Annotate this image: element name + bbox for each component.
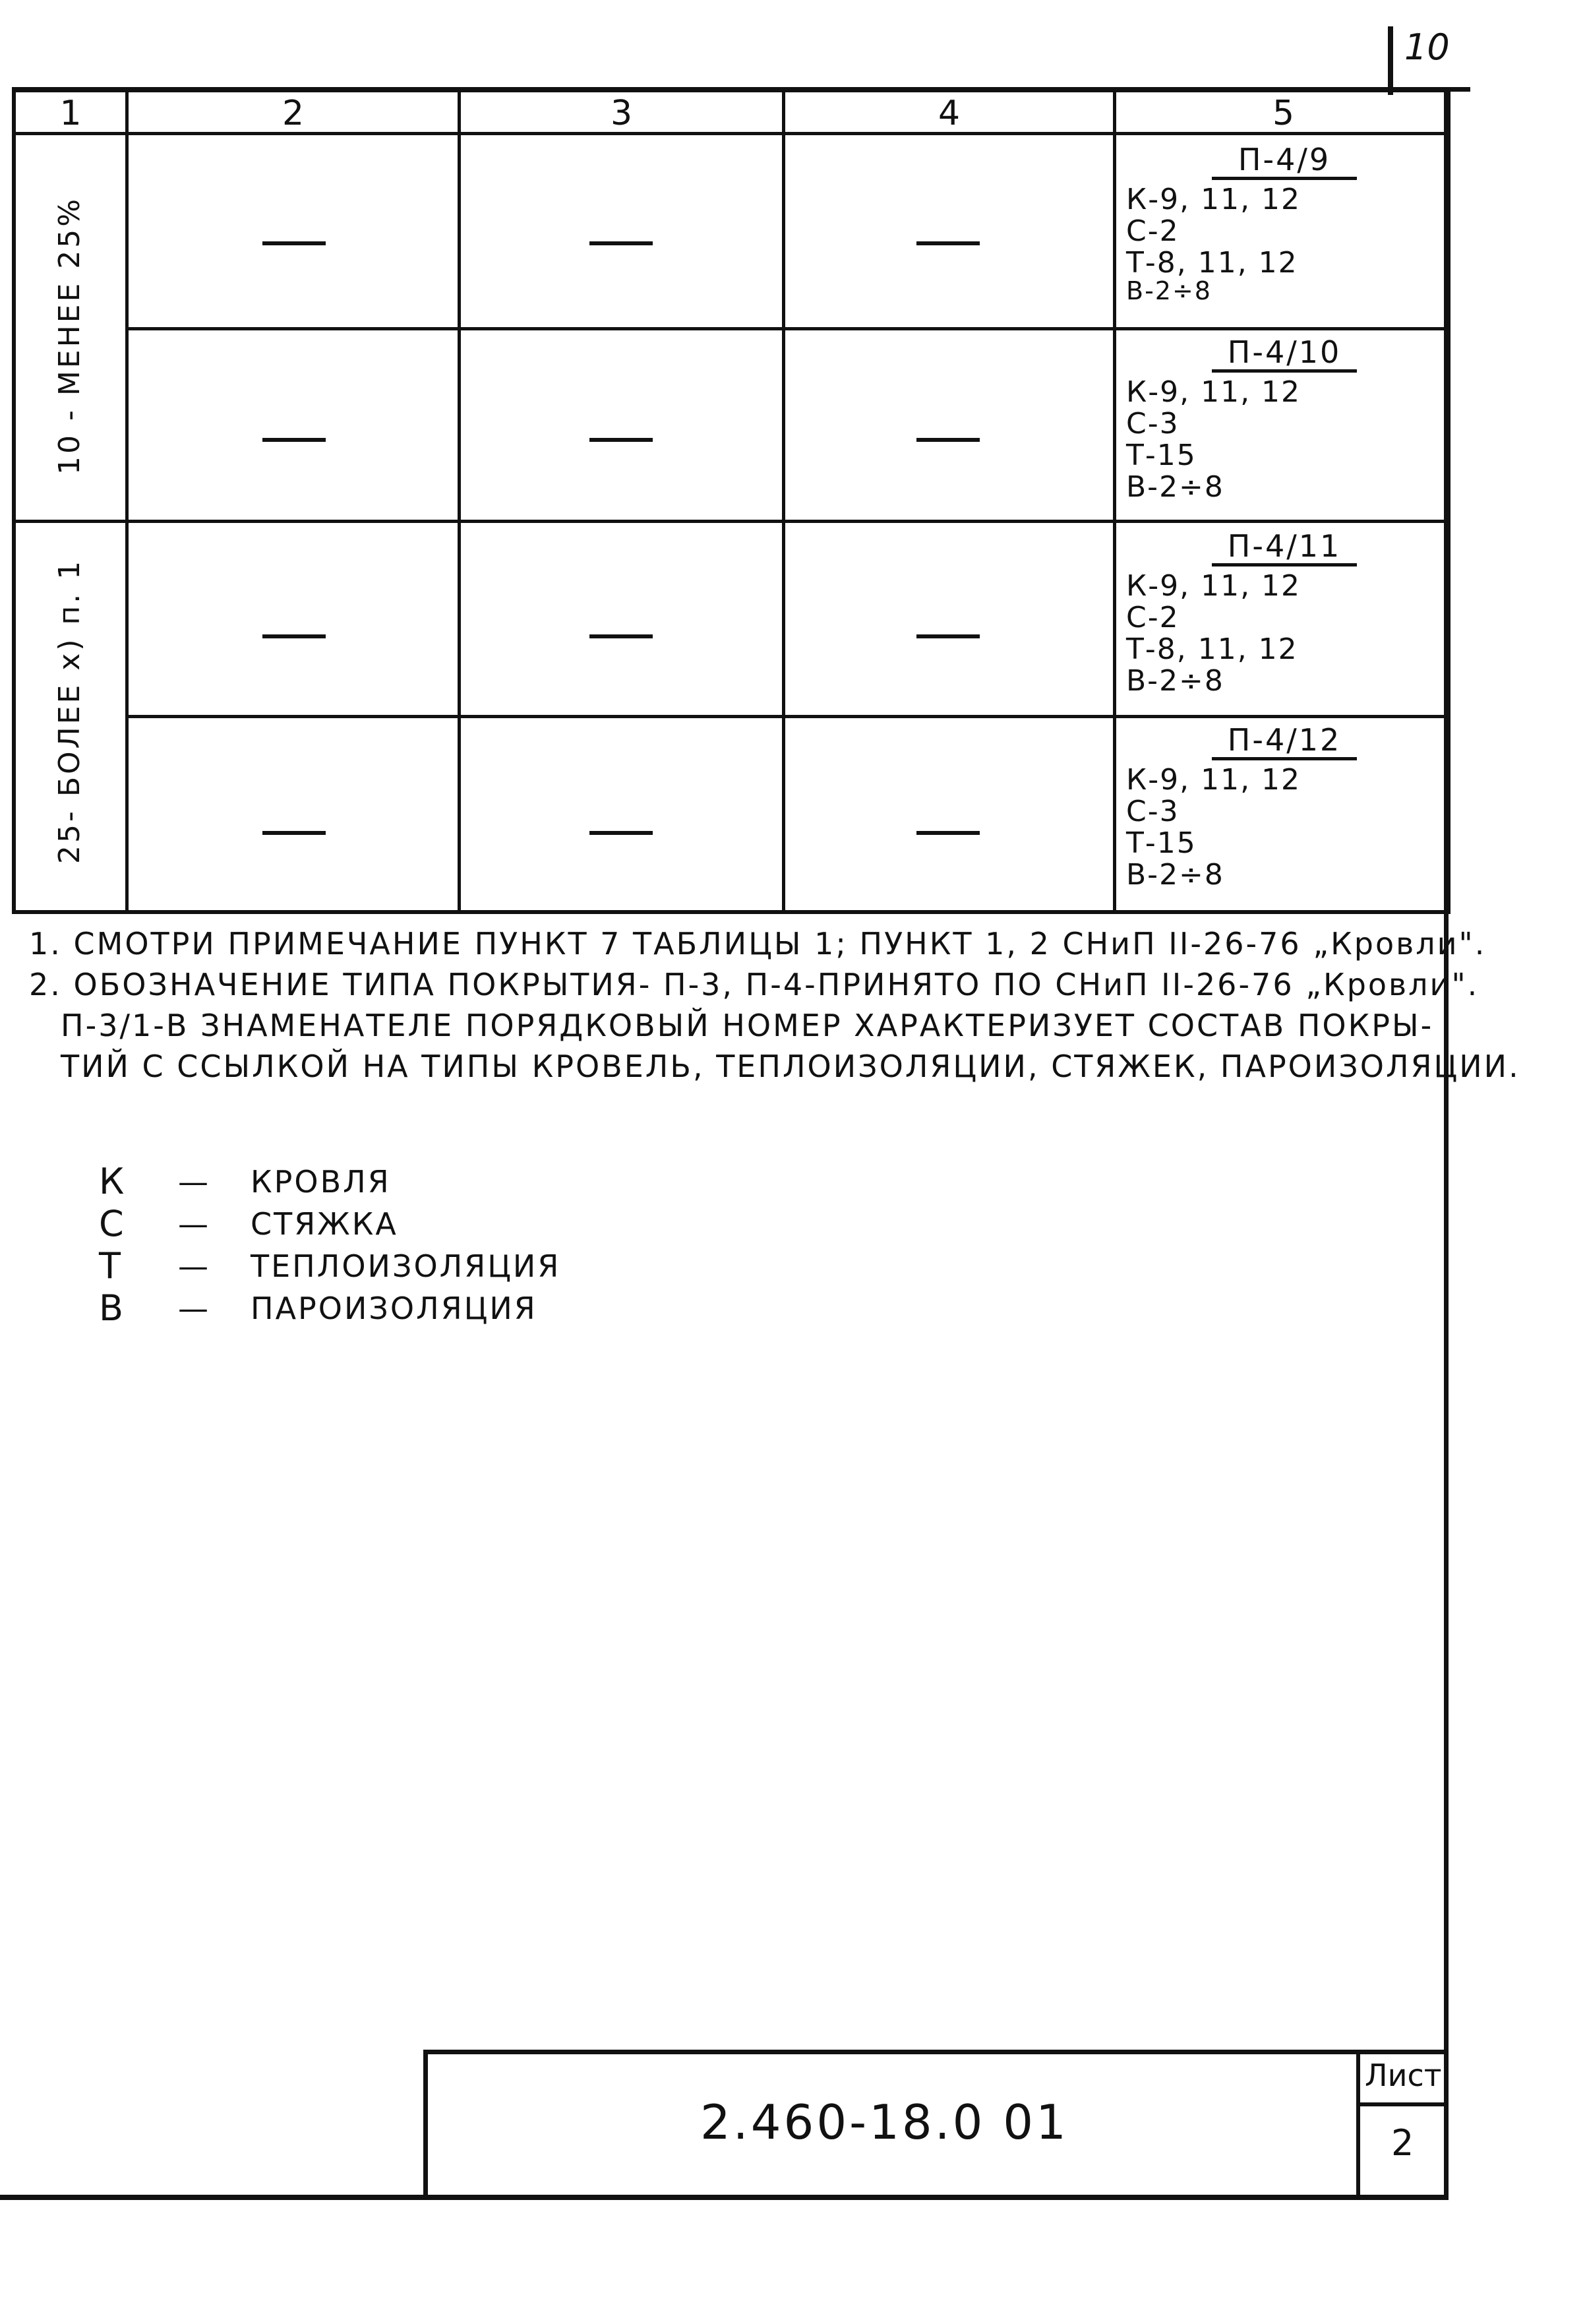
col-divider-4 <box>1113 92 1116 910</box>
sheet-number: 2 <box>1391 2122 1414 2164</box>
title-block-top-line <box>423 2050 1449 2054</box>
title-block <box>423 2050 1449 2200</box>
spec-line: В-2÷8 <box>1126 858 1224 892</box>
spec-cell-r4 <box>1126 724 1357 891</box>
legend-meaning: СТЯЖКА <box>251 1206 398 1242</box>
spec-line: К-9, 11, 12 <box>1126 569 1301 603</box>
spec-line: В-2÷8 <box>1126 664 1224 698</box>
legend-meaning: ТЕПЛОИЗОЛЯЦИЯ <box>251 1248 561 1284</box>
col-divider-1 <box>125 92 129 910</box>
spec-line: С-2 <box>1126 214 1180 248</box>
legend-symbol: В <box>99 1287 126 1329</box>
col-divider-2 <box>458 92 461 910</box>
notes-block <box>29 923 1520 1087</box>
group-divider <box>16 520 1447 523</box>
group-label-2: 25- БОЛЕЕ х) п. 1 <box>53 558 86 864</box>
legend-row <box>99 1203 560 1245</box>
legend-dash: — <box>178 1206 210 1242</box>
dash-r4-c3 <box>589 831 653 835</box>
title-block-divider <box>1356 2050 1360 2200</box>
dash-r3-c4 <box>916 634 980 638</box>
dash-r1-c2 <box>262 241 326 245</box>
dash-r4-c4 <box>916 831 980 835</box>
spec-line: К-9, 11, 12 <box>1126 183 1301 216</box>
legend-meaning: КРОВЛЯ <box>251 1164 391 1200</box>
dash-r2-c2 <box>262 438 326 442</box>
spec-line: В-2÷8 <box>1126 276 1212 305</box>
spec-cell-r3 <box>1126 530 1357 697</box>
page-number-bar <box>1388 26 1393 95</box>
legend-symbol: Т <box>99 1245 123 1287</box>
header-col-5: 5 <box>1272 94 1295 133</box>
dash-r1-c4 <box>916 241 980 245</box>
dash-r4-c2 <box>262 831 326 835</box>
note-2-cont-2: ТИЙ С ССЫЛКОЙ НА ТИПЫ КРОВЕЛЬ, ТЕПЛОИЗОЛЯЦИИ, СТЯЖЕК, ПАРОИЗОЛЯЦИИ. <box>61 1049 1520 1084</box>
legend-dash: — <box>178 1164 210 1200</box>
spec-line: С-2 <box>1126 601 1180 634</box>
row-divider-1 <box>125 327 1447 330</box>
header-col-4: 4 <box>938 94 961 133</box>
spec-line: Т-8, 11, 12 <box>1126 246 1298 280</box>
spec-line: Т-8, 11, 12 <box>1126 632 1298 666</box>
row-divider-3 <box>125 715 1447 718</box>
spec-line: К-9, 11, 12 <box>1126 763 1301 797</box>
spec-line: Т-15 <box>1126 826 1197 860</box>
spec-title: П-4/9 <box>1212 144 1357 180</box>
dash-r2-c4 <box>916 438 980 442</box>
header-col-1: 1 <box>59 94 82 133</box>
spec-line: Т-15 <box>1126 439 1197 472</box>
legend-row <box>99 1287 560 1330</box>
title-block-sheet-divider <box>1356 2102 1449 2106</box>
legend-meaning: ПАРОИЗОЛЯЦИЯ <box>251 1291 537 1326</box>
spec-line: В-2÷8 <box>1126 470 1224 504</box>
dash-r1-c3 <box>589 241 653 245</box>
spec-cell-r1 <box>1126 144 1357 303</box>
dash-r3-c2 <box>262 634 326 638</box>
note-1: 1. СМОТРИ ПРИМЕЧАНИЕ ПУНКТ 7 ТАБЛИЦЫ 1; ПУНКТ 1, 2 СНиП II-26-76 „Кровли". <box>29 926 1487 962</box>
col-divider-3 <box>782 92 785 910</box>
legend-symbol: К <box>99 1161 127 1202</box>
spec-title: П-4/11 <box>1212 530 1357 566</box>
spec-title: П-4/10 <box>1212 336 1357 373</box>
document-code: 2.460-18.0 01 <box>700 2095 1069 2150</box>
spec-line: С-3 <box>1126 795 1180 828</box>
spec-cell-r2 <box>1126 336 1357 503</box>
note-2-cont-1: П-3/1-В ЗНАМЕНАТЕЛЕ ПОРЯДКОВЫЙ НОМЕР ХАРАКТЕРИЗУЕТ СОСТАВ ПОКРЫ- <box>61 1008 1434 1043</box>
spec-line: К-9, 11, 12 <box>1126 375 1301 409</box>
group-label-1: 10 - МЕНЕЕ 25% <box>53 196 86 475</box>
legend-symbol: С <box>99 1203 126 1244</box>
note-2: 2. ОБОЗНАЧЕНИЕ ТИПА ПОКРЫТИЯ- П-3, П-4-ПРИНЯТО ПО СНиП II-26-76 „Кровли". <box>29 967 1480 1002</box>
coverings-table <box>12 88 1450 914</box>
legend-dash: — <box>178 1248 210 1284</box>
header-col-3: 3 <box>610 94 633 133</box>
legend <box>99 1161 560 1330</box>
legend-row <box>99 1245 560 1287</box>
spec-title: П-4/12 <box>1212 724 1357 760</box>
legend-row <box>99 1161 560 1203</box>
legend-dash: — <box>178 1291 210 1326</box>
dash-r3-c3 <box>589 634 653 638</box>
spec-line: С-3 <box>1126 407 1180 441</box>
sheet-label: Лист <box>1365 2058 1442 2093</box>
title-block-left-line <box>423 2050 428 2200</box>
page-number: 10 <box>1404 26 1450 68</box>
dash-r2-c3 <box>589 438 653 442</box>
header-col-2: 2 <box>282 94 305 133</box>
